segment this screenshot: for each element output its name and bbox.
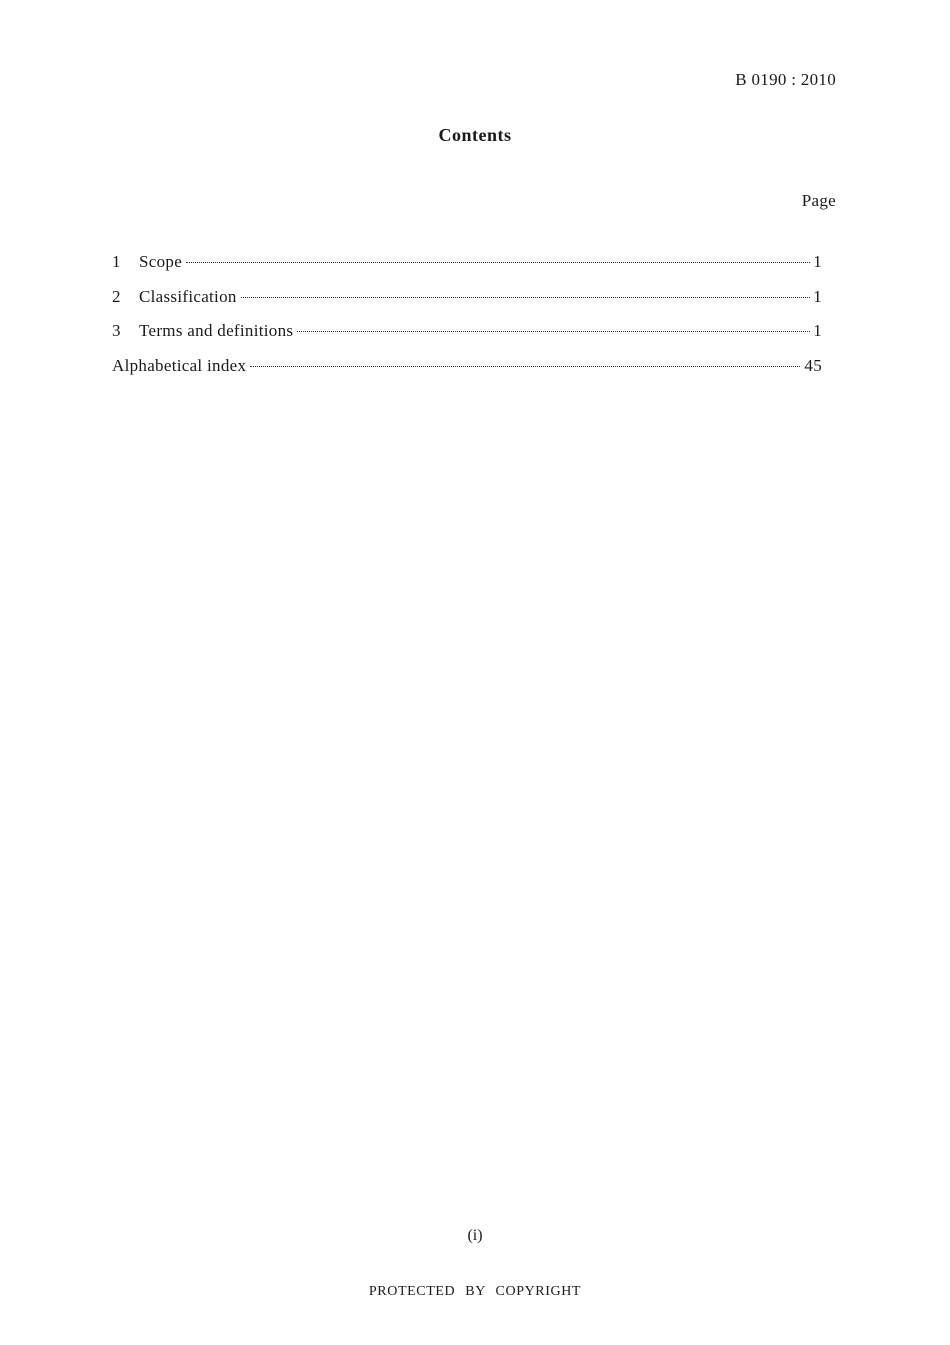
- dot-leader: [250, 366, 800, 367]
- page-column-label: Page: [801, 191, 836, 210]
- toc-entry-title: Scope: [139, 252, 183, 271]
- document-id: B 0190 : 2010: [735, 70, 836, 89]
- toc-entry-number: 3: [112, 321, 121, 340]
- toc-entry-page: 1: [813, 286, 822, 306]
- toc-entry-title: Alphabetical index: [112, 355, 247, 375]
- dot-leader: [186, 262, 810, 263]
- toc-entry-page: 1: [813, 252, 822, 271]
- toc-entry-number: 1: [112, 252, 121, 271]
- toc-entry-title: Classification: [139, 286, 237, 306]
- toc-entry-classification[interactable]: [112, 287, 822, 322]
- toc-entry-page: 1: [813, 321, 822, 340]
- toc-entry-terms-and-definitions[interactable]: [112, 321, 822, 356]
- dot-leader: [297, 331, 810, 332]
- page-title: Contents: [438, 125, 512, 145]
- page-number: (i): [467, 1227, 483, 1244]
- toc-entry-number: 2: [112, 286, 121, 306]
- copyright-notice: PROTECTED BY COPYRIGHT: [368, 1284, 582, 1299]
- table-of-contents: [112, 252, 822, 390]
- toc-entry-title: Terms and definitions: [139, 321, 294, 340]
- toc-entry-page: 45: [804, 355, 822, 375]
- toc-entry-scope[interactable]: [112, 252, 822, 287]
- toc-entry-alphabetical-index[interactable]: [112, 356, 822, 391]
- dot-leader: [241, 297, 811, 298]
